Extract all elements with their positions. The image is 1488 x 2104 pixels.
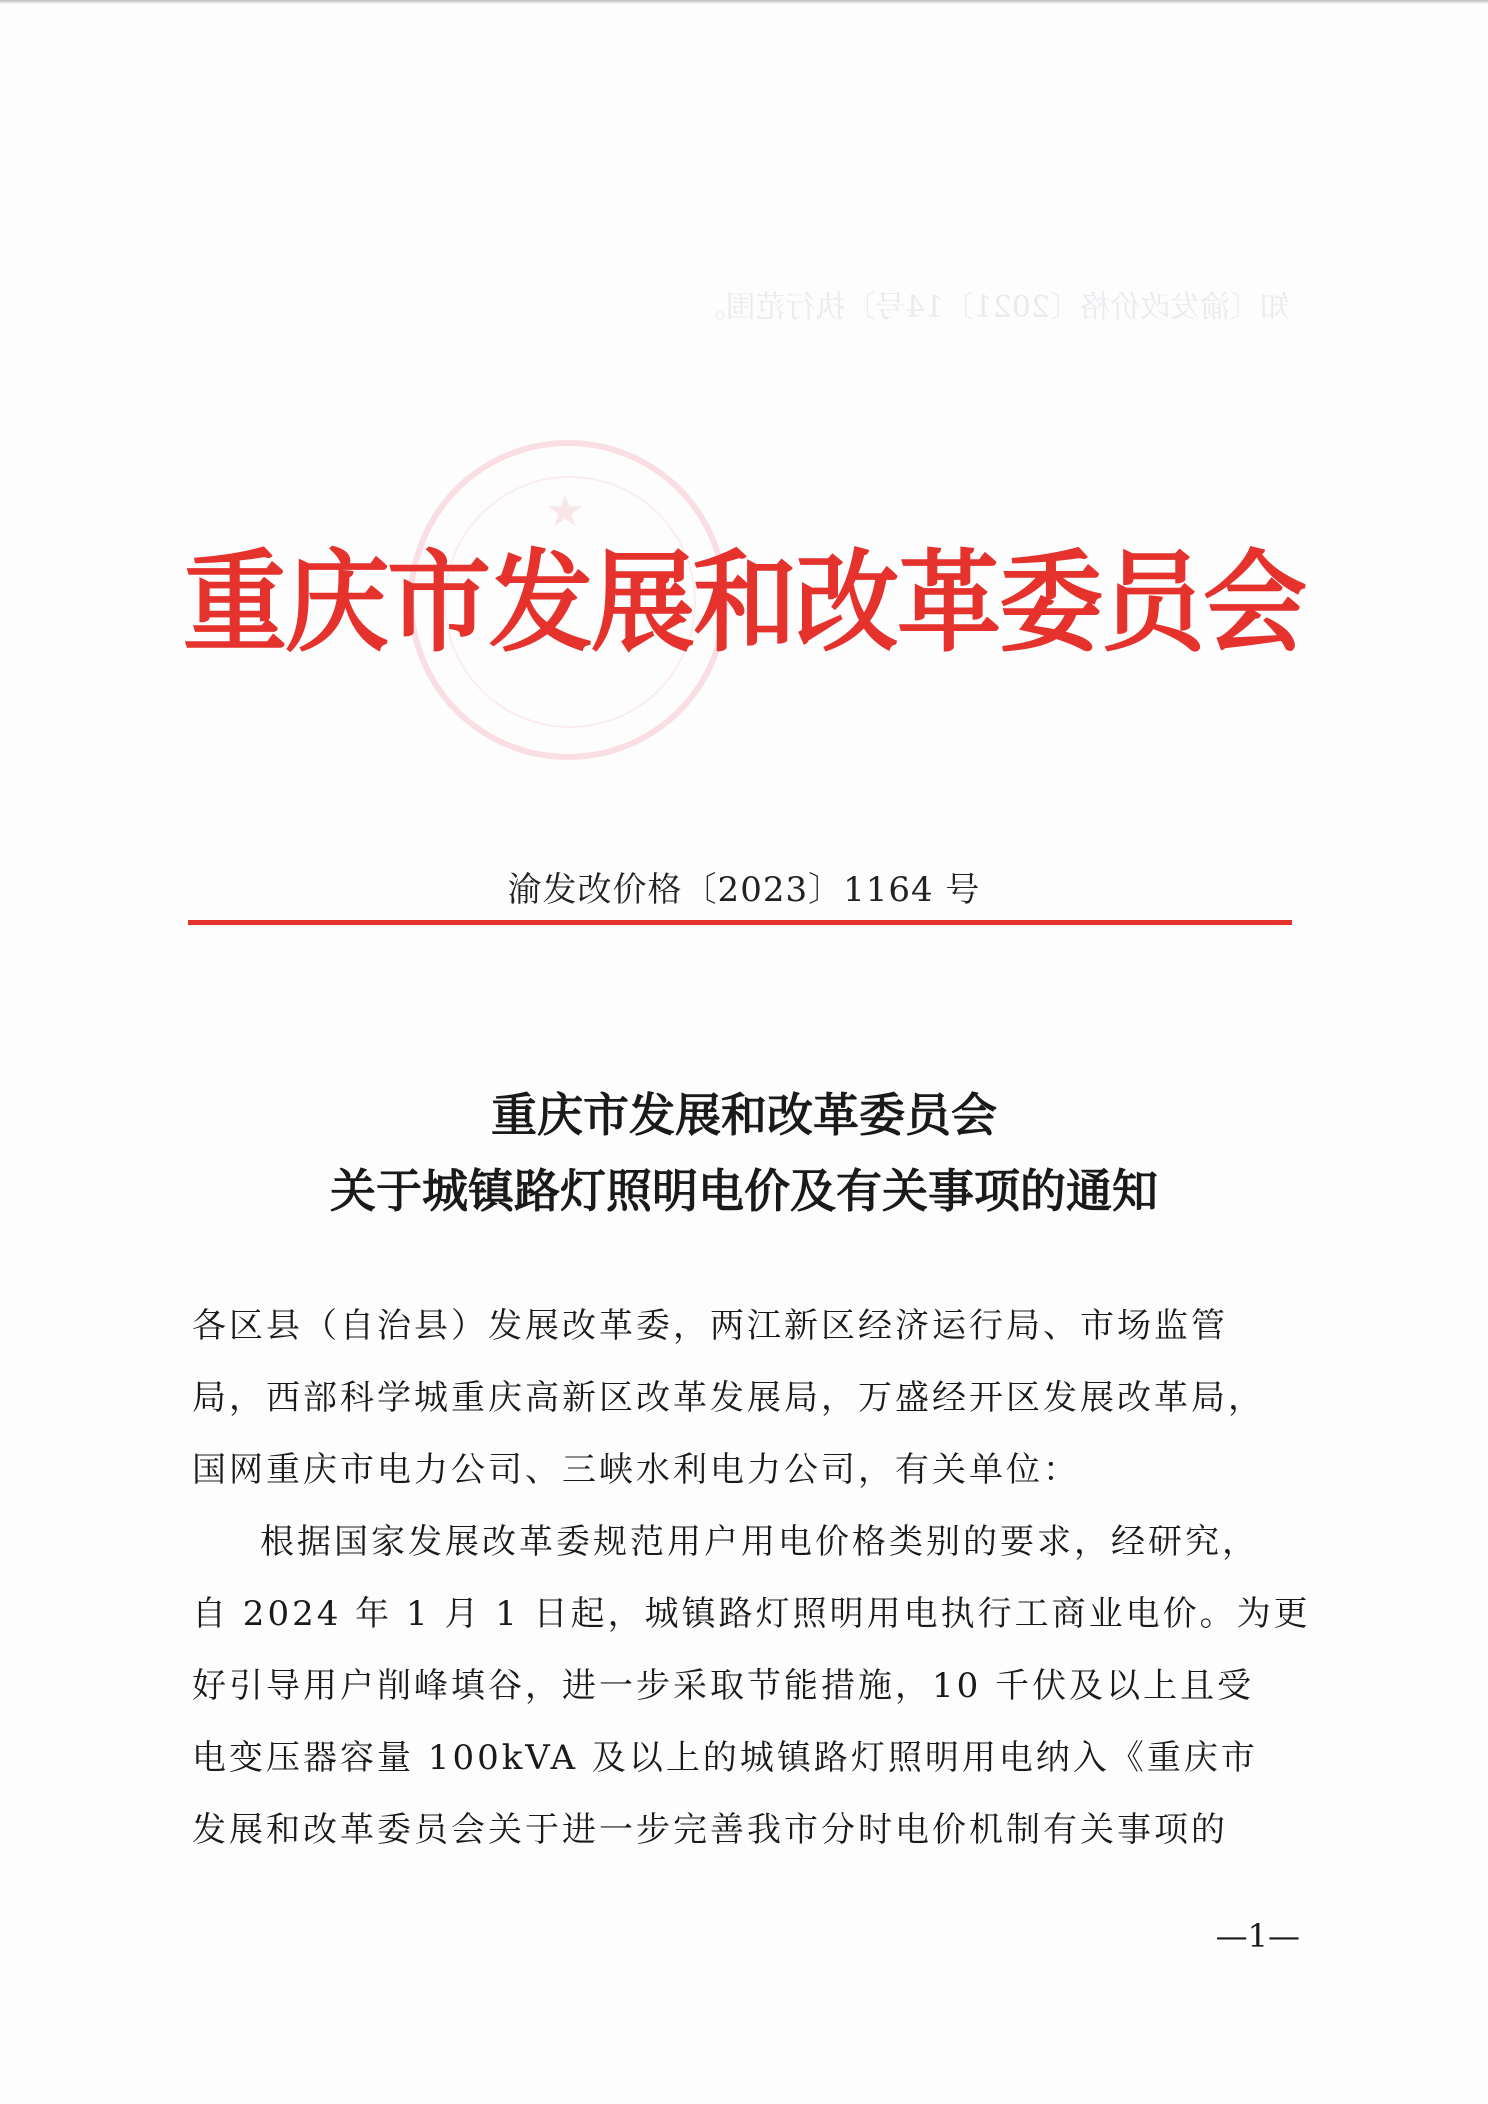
paragraph-line: 自 2024 年 1 月 1 日起，城镇路灯照明用电执行工商业电价。为更 (192, 1594, 1311, 1634)
page-number: —1— (1215, 1917, 1300, 1955)
paragraph-line: 好引导用户削峰填谷，进一步采取节能措施，10 千伏及以上且受 (192, 1666, 1255, 1706)
recipients-line: 局，西部科学城重庆高新区改革发展局，万盛经开区发展改革局， (192, 1378, 1265, 1418)
scan-edge (0, 0, 1488, 4)
recipients-line: 各区县（自治县）发展改革委，两江新区经济运行局、市场监管 (192, 1306, 1228, 1346)
bleed-through-text: 知〔渝发改价格〔2021〕14号〕执行范围。 (695, 290, 1290, 325)
paragraph-line: 电变压器容量 100kVA 及以上的城镇路灯照明用电纳入《重庆市 (192, 1738, 1258, 1778)
document-number: 渝发改价格〔2023〕1164 号 (507, 870, 981, 910)
document-title-line-1: 重庆市发展和改革委员会 (491, 1088, 997, 1142)
paragraph-line: 发展和改革委员会关于进一步完善我市分时电价机制有关事项的 (192, 1810, 1228, 1850)
paragraph-line: 根据国家发展改革委规范用户用电价格类别的要求，经研究， (260, 1522, 1259, 1562)
recipients-line: 国网重庆市电力公司、三峡水利电力公司，有关单位： (192, 1450, 1080, 1490)
recipients-block (192, 1290, 1296, 1506)
faint-seal-stamp: ★ (408, 440, 728, 760)
body-paragraph (192, 1506, 1311, 1866)
red-divider-line (188, 920, 1292, 925)
issuing-organization-header: 重庆市发展和改革委员会 (182, 538, 1305, 668)
document-title-line-2: 关于城镇路灯照明电价及有关事项的通知 (330, 1164, 1158, 1218)
